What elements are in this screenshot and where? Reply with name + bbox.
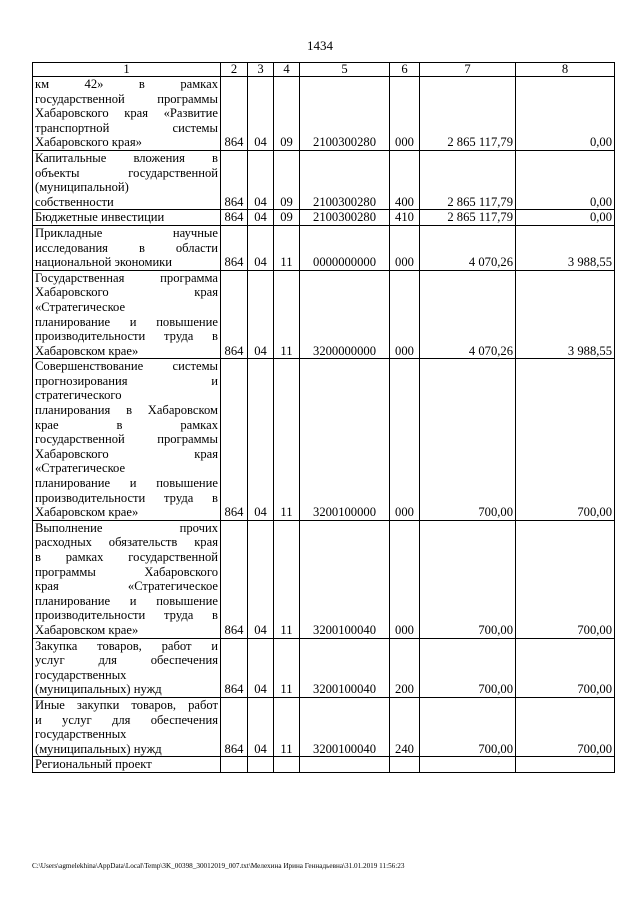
col-amount: 700,00 <box>420 697 516 756</box>
description-line: Хабаровском крае» <box>35 622 139 637</box>
col-expense-type: 000 <box>390 225 420 270</box>
description-line: (муниципальных) нужд <box>35 741 162 756</box>
description-line: услуг для обеспечения <box>35 653 218 668</box>
description-line: производительности труда в <box>35 490 218 505</box>
description-line: планирование и повышение <box>35 314 218 329</box>
col-amount-2: 700,00 <box>516 520 615 638</box>
col-subsection: 09 <box>274 77 300 151</box>
col-amount: 2 865 117,79 <box>420 210 516 226</box>
file-path-footer: C:\Users\agmelekhina\AppData\Local\Temp\3K_00398_30012019_007.txt\Мелехина Ирина Геннадьевна\31.01.2019 11:56:23 <box>32 862 405 870</box>
description-line: Иные закупки товаров, работ <box>35 697 218 712</box>
table-row <box>33 359 615 521</box>
table-header-row <box>33 63 615 77</box>
description-line: Прикладные научные <box>35 225 218 240</box>
header-cell: 2 <box>221 63 248 77</box>
page-number: 1434 <box>307 38 333 53</box>
col-amount: 4 070,26 <box>420 270 516 359</box>
description-line: Хабаровского края «Развитие <box>35 106 218 121</box>
description-line: государственной программы <box>35 432 218 447</box>
col-section: 04 <box>248 359 274 521</box>
col-amount: 2 865 117,79 <box>420 77 516 151</box>
col-amount <box>420 757 516 773</box>
col-amount-2: 3 988,55 <box>516 270 615 359</box>
row-description <box>33 520 221 638</box>
col-subsection: 11 <box>274 638 300 697</box>
header-cell: 1 <box>33 63 221 77</box>
description-line: Бюджетные инвестиции <box>35 210 165 225</box>
col-ministry-code: 864 <box>221 697 248 756</box>
col-expense-type: 000 <box>390 359 420 521</box>
col-section: 04 <box>248 150 274 209</box>
col-ministry-code: 864 <box>221 210 248 226</box>
col-expense-type: 000 <box>390 270 420 359</box>
row-description <box>33 757 221 773</box>
col-target-article: 3200100040 <box>300 520 390 638</box>
description-line: Закупка товаров, работ и <box>35 638 218 653</box>
description-line: транспортной системы <box>35 120 218 135</box>
col-expense-type <box>390 757 420 773</box>
col-section: 04 <box>248 697 274 756</box>
description-line: Выполнение прочих <box>35 520 218 535</box>
header-cell: 7 <box>420 63 516 77</box>
col-amount-2: 700,00 <box>516 638 615 697</box>
description-line: программы Хабаровского <box>35 564 218 579</box>
description-line: (муниципальных) нужд <box>35 682 162 697</box>
table-row <box>33 638 615 697</box>
description-line: национальной экономики <box>35 255 173 270</box>
row-description <box>33 638 221 697</box>
description-line: государственных <box>35 667 127 682</box>
description-line: Государственная программа <box>35 270 218 285</box>
col-expense-type: 000 <box>390 77 420 151</box>
col-target-article: 0000000000 <box>300 225 390 270</box>
description-line: (муниципальной) <box>35 180 129 195</box>
description-line: планирование и повышение <box>35 593 218 608</box>
col-expense-type: 240 <box>390 697 420 756</box>
row-description <box>33 359 221 521</box>
col-subsection: 11 <box>274 520 300 638</box>
description-line: в рамках государственной <box>35 550 218 564</box>
col-subsection: 11 <box>274 270 300 359</box>
col-ministry-code: 864 <box>221 359 248 521</box>
description-line: планирования в Хабаровском <box>35 403 218 418</box>
header-cell: 5 <box>300 63 390 77</box>
col-amount-2: 700,00 <box>516 359 615 521</box>
col-amount: 700,00 <box>420 359 516 521</box>
table-row <box>33 697 615 756</box>
col-target-article: 2100300280 <box>300 77 390 151</box>
col-ministry-code: 864 <box>221 270 248 359</box>
col-subsection: 09 <box>274 210 300 226</box>
row-description <box>33 697 221 756</box>
table-row <box>33 757 615 773</box>
col-subsection: 09 <box>274 150 300 209</box>
col-section <box>248 757 274 773</box>
col-section: 04 <box>248 210 274 226</box>
col-ministry-code: 864 <box>221 150 248 209</box>
col-ministry-code: 864 <box>221 77 248 151</box>
header-cell: 3 <box>248 63 274 77</box>
description-line: прогнозирования и <box>35 373 218 388</box>
col-target-article: 3200100040 <box>300 638 390 697</box>
budget-table <box>32 62 615 773</box>
col-subsection: 11 <box>274 697 300 756</box>
col-ministry-code: 864 <box>221 638 248 697</box>
table-row <box>33 225 615 270</box>
description-line: планирование и повышение <box>35 476 218 491</box>
col-expense-type: 000 <box>390 520 420 638</box>
description-line: Хабаровского края» <box>35 135 142 150</box>
row-description <box>33 150 221 209</box>
description-line: Хабаровском крае» <box>35 343 139 358</box>
col-target-article: 2100300280 <box>300 210 390 226</box>
col-subsection: 11 <box>274 225 300 270</box>
col-amount-2: 700,00 <box>516 697 615 756</box>
description-line: стратегического <box>35 388 122 403</box>
col-target-article: 3200100040 <box>300 697 390 756</box>
col-section: 04 <box>248 225 274 270</box>
col-amount: 700,00 <box>420 638 516 697</box>
table-row <box>33 520 615 638</box>
col-ministry-code: 864 <box>221 520 248 638</box>
header-cell: 4 <box>274 63 300 77</box>
table-row <box>33 270 615 359</box>
col-target-article: 2100300280 <box>300 150 390 209</box>
description-line: Капитальные вложения в <box>35 150 218 165</box>
col-amount-2 <box>516 757 615 773</box>
description-line: «Стратегическое <box>35 461 126 476</box>
description-line: Региональный проект <box>35 757 152 772</box>
row-description <box>33 225 221 270</box>
description-line: собственности <box>35 194 114 209</box>
description-line: «Стратегическое <box>35 299 126 314</box>
description-line: Совершенствование системы <box>35 359 218 374</box>
col-amount-2: 0,00 <box>516 150 615 209</box>
col-expense-type: 400 <box>390 150 420 209</box>
description-line: Хабаровском крае» <box>35 505 139 520</box>
description-line: км 42» в рамках <box>35 77 218 91</box>
col-amount-2: 3 988,55 <box>516 225 615 270</box>
description-line: крае в рамках <box>35 417 218 432</box>
description-line: государственной программы <box>35 91 218 106</box>
col-target-article <box>300 757 390 773</box>
col-expense-type: 410 <box>390 210 420 226</box>
table-row <box>33 210 615 226</box>
description-line: и услуг для обеспечения <box>35 712 218 727</box>
col-expense-type: 200 <box>390 638 420 697</box>
col-ministry-code <box>221 757 248 773</box>
description-line: края «Стратегическое <box>35 579 218 594</box>
description-line: исследования в области <box>35 240 218 255</box>
col-amount: 4 070,26 <box>420 225 516 270</box>
row-description <box>33 210 221 226</box>
col-section: 04 <box>248 638 274 697</box>
col-amount-2: 0,00 <box>516 77 615 151</box>
description-line: государственных <box>35 727 127 742</box>
description-line: расходных обязательств края <box>35 535 218 550</box>
col-target-article: 3200000000 <box>300 270 390 359</box>
col-subsection: 11 <box>274 359 300 521</box>
header-cell: 6 <box>390 63 420 77</box>
description-line: производительности труда в <box>35 608 218 623</box>
col-subsection <box>274 757 300 773</box>
table-row <box>33 77 615 151</box>
table-row <box>33 150 615 209</box>
col-amount: 700,00 <box>420 520 516 638</box>
col-section: 04 <box>248 520 274 638</box>
header-cell: 8 <box>516 63 615 77</box>
col-amount-2: 0,00 <box>516 210 615 226</box>
row-description <box>33 270 221 359</box>
col-amount: 2 865 117,79 <box>420 150 516 209</box>
col-target-article: 3200100000 <box>300 359 390 521</box>
col-ministry-code: 864 <box>221 225 248 270</box>
description-line: производительности труда в <box>35 329 218 344</box>
description-line: объекты государственной <box>35 165 218 180</box>
col-section: 04 <box>248 77 274 151</box>
description-line: Хабаровского края <box>35 285 218 300</box>
description-line: Хабаровского края <box>35 446 218 461</box>
col-section: 04 <box>248 270 274 359</box>
row-description <box>33 77 221 151</box>
table-body <box>33 77 615 773</box>
